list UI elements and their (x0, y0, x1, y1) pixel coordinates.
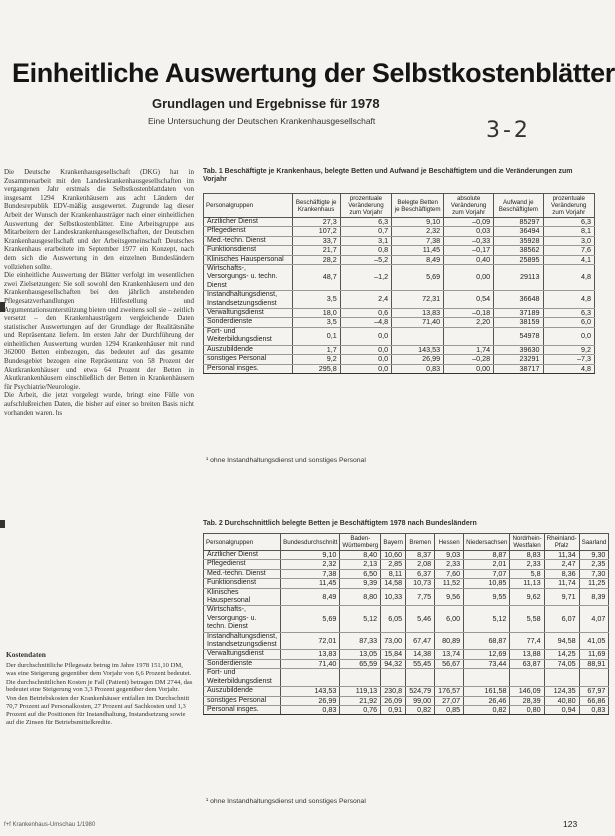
table-cell: 0,00 (444, 364, 494, 373)
table-row (204, 569, 609, 578)
table-cell: 5,46 (406, 606, 435, 632)
table-cell: 11,45 (281, 579, 340, 588)
table-cell: 14,38 (406, 650, 435, 659)
paragraph: Die Arbeit, die jetzt vorgelegt wurde, bringt eine Fülle von aufschlußreichen Daten, die bisher auf einer so breiten Basis nicht vorhanden waren. hs (4, 391, 194, 417)
table-header-row (204, 534, 609, 551)
table-cell: 9,71 (544, 588, 579, 606)
table-cell: 66,86 (579, 696, 609, 705)
page-title: Einheitliche Auswertung der Selbstkostenblätter (12, 58, 615, 88)
table-cell: 94,58 (544, 632, 579, 650)
paragraph: Die Deutsche Krankenhausgesellschaft (DKG) hat in Zusammenarbeit mit den Landeskrankenhausgesellschaften im vergangenen Jahr erstmals die Selbstkostenblattdaten von insgesamt 1294 Krankenhäusern aus acht Ländern der Bundesrepublik EDV-mäßig ausgewertet. Zugrunde lag dieser Arbeit der Wunsch der Krankenhausträger nach einer einheitlichen Auswertung der Selbstkostenblätter. Eine Arbeitsgruppe aus Mitarbeitern der Landeskrankenhausgesellschaften, der Deutschen Krankenhausgesellschaft und der Arbeitsgemeinschaft Deutsches Krankenhaus erarbeitete im September 1977 ein Konzept, nach dem sich die Auswertung in den einzelnen Bundesländern vollziehen sollte. (4, 168, 194, 271)
table-cell (340, 669, 381, 687)
table-cell: 7,60 (435, 569, 464, 578)
sources-list (6, 662, 194, 727)
column-header: Aufwand je Beschäftigtem (494, 194, 543, 218)
subtitle: Grundlagen und Ergebnisse für 1978 (152, 96, 380, 111)
table-cell: 14,58 (381, 579, 406, 588)
row-label: Verwaltungsdienst (204, 650, 281, 659)
row-label: Med.-techn. Dienst (204, 569, 281, 578)
column-header: Bremen (406, 534, 435, 551)
table-cell (444, 327, 494, 345)
column-header: Niedersachsen (464, 534, 510, 551)
table-cell: 14,25 (544, 650, 579, 659)
table-row (204, 265, 595, 291)
table-row (204, 696, 609, 705)
table-cell: 8,37 (406, 551, 435, 560)
row-label: Sonderdienste (204, 659, 281, 668)
row-label: Wirtschafts-, Versorgungs- u. techn. Dienst (204, 265, 293, 291)
table-cell (381, 669, 406, 687)
column-header: Personalgruppen (204, 534, 281, 551)
table-cell: 9,10 (281, 551, 340, 560)
total-row (204, 705, 609, 714)
table-cell: 13,05 (340, 650, 381, 659)
table-cell: 119,13 (340, 687, 381, 696)
margin-mark (0, 520, 5, 528)
table-cell: 27,07 (435, 696, 464, 705)
row-label: sonstiges Personal (204, 696, 281, 705)
table-cell: 0,0 (340, 364, 391, 373)
table-cell: 0,82 (406, 705, 435, 714)
table-cell: 4,1 (543, 255, 595, 264)
journal-footer: f+f Krankenhaus-Umschau 1/1980 (4, 822, 96, 828)
table2-footnote: ¹ ohne Instandhaltungsdienst und sonstiges Personal (206, 798, 366, 805)
table-cell: 28,39 (510, 696, 544, 705)
table-cell (435, 669, 464, 687)
table-cell: 6,50 (340, 569, 381, 578)
table1 (203, 193, 595, 374)
table-cell: 107,2 (292, 227, 340, 236)
table-cell: 71,40 (281, 659, 340, 668)
table-row (204, 255, 595, 264)
table-cell: 0,1 (292, 327, 340, 345)
table-cell: 143,53 (392, 345, 444, 354)
table-cell: –0,33 (444, 236, 494, 245)
table-cell: 40,80 (544, 696, 579, 705)
table-cell: 18,0 (292, 309, 340, 318)
table-cell: 12,69 (464, 650, 510, 659)
table-cell: 2,33 (435, 560, 464, 569)
table-cell: 6,00 (435, 606, 464, 632)
table-cell: 94,32 (381, 659, 406, 668)
table-cell: 6,0 (543, 318, 595, 327)
table-cell: 87,33 (340, 632, 381, 650)
table-cell: 2,32 (392, 227, 444, 236)
table-cell (544, 669, 579, 687)
table-cell: 6,05 (381, 606, 406, 632)
table-cell (392, 327, 444, 345)
table-cell: 8,49 (281, 588, 340, 606)
table-cell (579, 669, 609, 687)
table-row (204, 687, 609, 696)
table-cell: 72,31 (392, 291, 444, 309)
table-cell: 65,59 (340, 659, 381, 668)
row-label: Ärztlicher Dienst (204, 218, 293, 227)
column-header: Hessen (435, 534, 464, 551)
table-cell (406, 669, 435, 687)
column-header: prozentuale Veränderung zum Vorjahr (543, 194, 595, 218)
table-cell: 73,00 (381, 632, 406, 650)
table-cell: –0,09 (444, 218, 494, 227)
table-cell: 88,91 (579, 659, 609, 668)
table-cell: 38717 (494, 364, 543, 373)
table-cell: 0,76 (340, 705, 381, 714)
table-cell: 73,44 (464, 659, 510, 668)
table-cell: 13,74 (435, 650, 464, 659)
table-cell: 37189 (494, 309, 543, 318)
row-label: Personal insges. (204, 705, 281, 714)
table-cell: 9,55 (464, 588, 510, 606)
table-cell: 5,69 (392, 265, 444, 291)
table-cell: 15,84 (381, 650, 406, 659)
table-cell: 8,40 (340, 551, 381, 560)
table-cell: 0,0 (340, 345, 391, 354)
table-cell: 80,89 (435, 632, 464, 650)
table-cell: 0,85 (435, 705, 464, 714)
table-cell: –1,2 (340, 265, 391, 291)
table-cell: 0,0 (340, 355, 391, 364)
table-cell: 0,0 (340, 327, 391, 345)
row-label: Personal insges. (204, 364, 293, 373)
column-header: Bundesdurchschnitt (281, 534, 340, 551)
row-label: Sonderdienste (204, 318, 293, 327)
table-cell: 0,91 (381, 705, 406, 714)
table-cell: 8,49 (392, 255, 444, 264)
table-cell: 0,6 (340, 309, 391, 318)
handwritten-note: 3-2 (486, 118, 531, 143)
column-header: Nordrhein-Westfalen (510, 534, 544, 551)
table-cell: –7,3 (543, 355, 595, 364)
table-cell: 2,33 (510, 560, 544, 569)
table-row (204, 551, 609, 560)
column-header: Personalgruppen (204, 194, 293, 218)
table-cell: 7,07 (464, 569, 510, 578)
table-cell: 9,30 (579, 551, 609, 560)
table-cell: 0,00 (444, 265, 494, 291)
table2-caption: Tab. 2 Durchschnittlich belegte Betten je Beschäftigtem 1978 nach Bundesländern (203, 520, 477, 527)
row-label: Auszubildende (204, 687, 281, 696)
table-cell: 13,83 (392, 309, 444, 318)
table-cell: 11,52 (435, 579, 464, 588)
table-cell: 0,82 (464, 705, 510, 714)
table-cell: 26,46 (464, 696, 510, 705)
column-header: prozentuale Veränderung zum Vorjahr (340, 194, 391, 218)
table-cell: 54978 (494, 327, 543, 345)
table-cell: 8,80 (340, 588, 381, 606)
table-cell: 23291 (494, 355, 543, 364)
table-cell: 39630 (494, 345, 543, 354)
table-cell: 4,8 (543, 291, 595, 309)
table-cell: 26,99 (392, 355, 444, 364)
table-cell: 33,7 (292, 236, 340, 245)
table-cell: 29113 (494, 265, 543, 291)
table-cell: 5,12 (464, 606, 510, 632)
table-cell: 8,1 (543, 227, 595, 236)
table-cell: –0,18 (444, 309, 494, 318)
row-label: Wirtschafts-, Versorgungs- u. techn. Dienst (204, 606, 281, 632)
table-row (204, 669, 609, 687)
table-cell: 6,37 (406, 569, 435, 578)
table-cell: 36648 (494, 291, 543, 309)
row-label: Instandhaltungsdienst, Instandsetzungsdienst (204, 632, 281, 650)
table-cell: 55,45 (406, 659, 435, 668)
table-cell: 0,54 (444, 291, 494, 309)
table-cell: 63,87 (510, 659, 544, 668)
table-cell: 67,47 (406, 632, 435, 650)
table-cell: 7,30 (579, 569, 609, 578)
table-cell: 2,08 (406, 560, 435, 569)
table-cell: 11,34 (544, 551, 579, 560)
table-cell: 3,0 (543, 236, 595, 245)
table-cell: 85297 (494, 218, 543, 227)
table-row (204, 227, 595, 236)
table1-caption: Tab. 1 Beschäftigte je Krankenhaus, belegte Betten und Aufwand je Beschäftigtem und die Veränderungen zum Vorjahr (203, 168, 573, 183)
table-row (204, 579, 609, 588)
table-row (204, 246, 595, 255)
page-number: 123 (563, 819, 578, 829)
table-cell: 4,8 (543, 265, 595, 291)
table2 (203, 533, 609, 715)
table-cell (281, 669, 340, 687)
body-text-column (4, 168, 194, 417)
total-row (204, 364, 595, 373)
table-cell: 2,13 (340, 560, 381, 569)
table-cell: 10,85 (464, 579, 510, 588)
table-cell (510, 669, 544, 687)
row-label: Klinisches Hauspersonal (204, 588, 281, 606)
table-cell: 1,74 (444, 345, 494, 354)
column-header: Bayern (381, 534, 406, 551)
table-row (204, 650, 609, 659)
table-row (204, 606, 609, 632)
table-cell: 124,35 (544, 687, 579, 696)
table-cell: 2,01 (464, 560, 510, 569)
table-cell: 25895 (494, 255, 543, 264)
row-label: Verwaltungsdienst (204, 309, 293, 318)
table-row (204, 659, 609, 668)
table-cell: 2,20 (444, 318, 494, 327)
table-cell: 10,60 (381, 551, 406, 560)
table-cell: 7,38 (281, 569, 340, 578)
row-label: Fort- und Weiterbildungsdienst (204, 327, 293, 345)
table-cell: 48,7 (292, 265, 340, 291)
row-label: Med.-techn. Dienst (204, 236, 293, 245)
table-cell: 11,69 (579, 650, 609, 659)
table-cell: –0,17 (444, 246, 494, 255)
table-cell: 161,58 (464, 687, 510, 696)
table-row (204, 318, 595, 327)
table-cell: 5,12 (340, 606, 381, 632)
row-label: Instandhaltungsdienst, Instandsetzungsdienst (204, 291, 293, 309)
table-cell: 9,62 (510, 588, 544, 606)
table-cell: 21,92 (340, 696, 381, 705)
table-cell: 9,03 (435, 551, 464, 560)
table-cell: 2,35 (579, 560, 609, 569)
paragraph: Die einheitliche Auswertung der Blätter verfolgt im wesentlichen zwei Zielsetzungen: Sie soll sowohl den Krankenhäusern und den Krankenhausgesellschaften bei den jährlich anstehenden Pflegesatzverhandlungen Hilfestellung und Argumentationsunterstützung bieten und zweitens soll sie – zeitlich versetzt – den Krankenhausträgern vergleichende Daten statistischer Auswertungen auf der Grundlage der Realitätsnähe und Repräsentanz liefern. Im ersten Jahr der Durchführung der einheitlichen Auswertung wurden 1294 Krankenhäuser mit rund 362000 Betten einbezogen, das bedeutet auf das gesamte Bundesgebiet bezogen eine Repräsentanz von 58 Prozent der Akutkrankenhäuser und etwa 64 Prozent der Betten in Akutkrankenhäusern einschließlich der Betten in Krankenhäusern für Psychiatrie/Neurologie. (4, 271, 194, 391)
table1-footnote: ¹ ohne Instandhaltungsdienst und sonstiges Personal (206, 457, 366, 464)
table-cell: 38159 (494, 318, 543, 327)
table-cell: 36494 (494, 227, 543, 236)
table-cell: 13,88 (510, 650, 544, 659)
column-header: Belegte Betten je Beschäftigtem (392, 194, 444, 218)
table-cell: 7,6 (543, 246, 595, 255)
table-cell: 8,11 (381, 569, 406, 578)
table-header-row (204, 194, 595, 218)
table-cell: 28,2 (292, 255, 340, 264)
table-cell: 2,4 (340, 291, 391, 309)
table-cell: 21,7 (292, 246, 340, 255)
table-cell: 38562 (494, 246, 543, 255)
table-cell: 99,00 (406, 696, 435, 705)
table-cell: 26,09 (381, 696, 406, 705)
table-cell: 5,8 (510, 569, 544, 578)
table-cell: 77,4 (510, 632, 544, 650)
sources-heading: Kostendaten (6, 650, 46, 659)
table-cell: 0,0 (543, 327, 595, 345)
table-cell: 72,01 (281, 632, 340, 650)
table-row (204, 560, 609, 569)
table-cell: 3,5 (292, 318, 340, 327)
row-label: Funktionsdienst (204, 246, 293, 255)
row-label: Fort- und Weiterbildungsdienst (204, 669, 281, 687)
table-cell: 8,83 (510, 551, 544, 560)
table-cell: 2,32 (281, 560, 340, 569)
table-cell: 143,53 (281, 687, 340, 696)
table-cell: 4,8 (543, 364, 595, 373)
table-cell: 176,57 (435, 687, 464, 696)
table-cell: 67,97 (579, 687, 609, 696)
table-cell: 27,3 (292, 218, 340, 227)
list-item: Die durchschnittlichen Kosten je Fall (Patient) betragen DM 2744, das bedeutet eine Steigerung von 3,3 Prozent gegenüber dem Vorjahr. (6, 678, 193, 694)
table-cell: 8,87 (464, 551, 510, 560)
table-cell: 0,7 (340, 227, 391, 236)
table-cell: 3,1 (340, 236, 391, 245)
table-row (204, 355, 595, 364)
column-header: Rheinland-Pfalz (544, 534, 579, 551)
table-cell: 0,40 (444, 255, 494, 264)
column-header: Beschäftigte je Krankenhaus (292, 194, 340, 218)
table-cell: 35928 (494, 236, 543, 245)
intro-line: Eine Untersuchung der Deutschen Krankenhausgesellschaft (148, 116, 376, 126)
table-cell: 74,05 (544, 659, 579, 668)
table-row (204, 291, 595, 309)
table-cell: –5,2 (340, 255, 391, 264)
column-header: absolute Veränderung zum Vorjahr (444, 194, 494, 218)
table-cell: 7,75 (406, 588, 435, 606)
table-cell: 8,36 (544, 569, 579, 578)
table-cell: 9,2 (543, 345, 595, 354)
table-cell: 7,38 (392, 236, 444, 245)
table-cell: 0,83 (392, 364, 444, 373)
table-cell: 9,39 (340, 579, 381, 588)
row-label: Pflegedienst (204, 227, 293, 236)
list-item: Der durchschnittliche Pflegesatz betrug im Jahre 1978 151,10 DM, was eine Steigerung gegenüber dem Vorjahr von 6,6 Prozent bedeutet. (6, 662, 192, 677)
row-label: Pflegedienst (204, 560, 281, 569)
table-cell: 0,83 (281, 705, 340, 714)
table-cell: 9,10 (392, 218, 444, 227)
row-label: Klinisches Hauspersonal (204, 255, 293, 264)
table-cell: 5,58 (510, 606, 544, 632)
table-cell: 0,80 (510, 705, 544, 714)
row-label: sonstiges Personal (204, 355, 293, 364)
table-cell (464, 669, 510, 687)
table-cell: 26,99 (281, 696, 340, 705)
table-cell: 11,45 (392, 246, 444, 255)
table-cell: 11,13 (510, 579, 544, 588)
table-cell: 3,5 (292, 291, 340, 309)
table-cell: –0,28 (444, 355, 494, 364)
table-cell: 71,40 (392, 318, 444, 327)
table-cell: 41,05 (579, 632, 609, 650)
table-cell: 1,7 (292, 345, 340, 354)
column-header: Saarland (579, 534, 609, 551)
table-cell: 0,94 (544, 705, 579, 714)
table-cell: 4,07 (579, 606, 609, 632)
table-row (204, 632, 609, 650)
table-row (204, 588, 609, 606)
table-cell: 2,85 (381, 560, 406, 569)
row-label: Ärztlicher Dienst (204, 551, 281, 560)
table-cell: 8,39 (579, 588, 609, 606)
table-cell: 146,09 (510, 687, 544, 696)
table-cell: 230,8 (381, 687, 406, 696)
table-cell: 68,87 (464, 632, 510, 650)
table-cell: 6,3 (340, 218, 391, 227)
table-cell: 2,47 (544, 560, 579, 569)
row-label: Funktionsdienst (204, 579, 281, 588)
table-row (204, 327, 595, 345)
row-label: Auszubildende (204, 345, 293, 354)
table-cell: 524,79 (406, 687, 435, 696)
table-cell: 56,67 (435, 659, 464, 668)
table-cell: 10,73 (406, 579, 435, 588)
table-cell: –4,8 (340, 318, 391, 327)
table-cell: 0,83 (579, 705, 609, 714)
table-cell: 0,8 (340, 246, 391, 255)
table-cell: 295,8 (292, 364, 340, 373)
table-cell: 5,69 (281, 606, 340, 632)
table-cell: 10,33 (381, 588, 406, 606)
table-cell: 9,56 (435, 588, 464, 606)
table-cell: 9,2 (292, 355, 340, 364)
table-cell: 0,03 (444, 227, 494, 236)
table-cell: 11,74 (544, 579, 579, 588)
table-cell: 6,07 (544, 606, 579, 632)
table-cell: 6,3 (543, 309, 595, 318)
list-item: Von den Betriebskosten der Krankenhäuser entfallen im Durchschnitt 70,7 Prozent auf Personalkosten, 27 Prozent auf Sachkosten und 1,3 Prozent auf die Positionen für Instandhaltung, Instandsetzung sowie auf die Zinsen für Betriebsmittelkredite. (6, 695, 190, 726)
table-cell: 6,3 (543, 218, 595, 227)
table-cell: 11,25 (579, 579, 609, 588)
table-cell: 13,83 (281, 650, 340, 659)
column-header: Baden-Württemberg (340, 534, 381, 551)
